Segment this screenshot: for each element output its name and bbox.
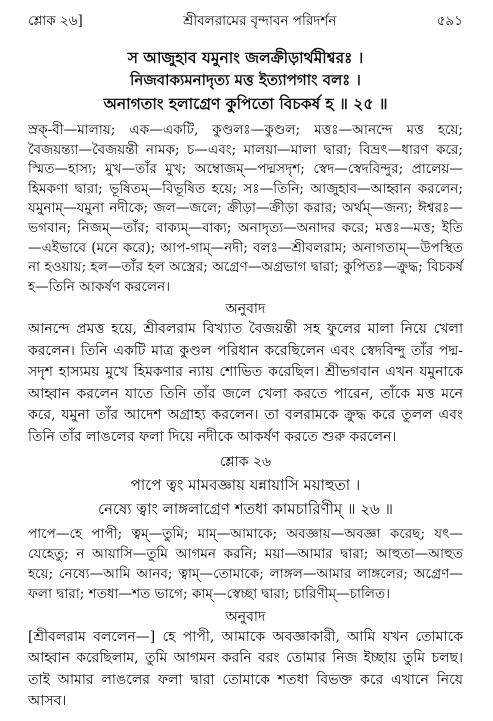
verse-25 [28, 46, 463, 115]
verse-25-line-2: নিজবাক্যমনাদৃত্য মত্ত ইত্যাপগাং বলঃ । [130, 71, 361, 89]
verse-26-line-2: নেষ্যে ত্বাং লাঙ্গলাগ্রেণ শতধা কামচারিণীম্ ॥ ২৬ ॥ [97, 500, 394, 519]
header-verse-ref: শ্লোক ২৬] [28, 13, 83, 29]
translation-heading-26: অনুবাদ [225, 608, 266, 625]
translation-heading-25: অনুবাদ [225, 301, 266, 318]
header-chapter-title: শ্রীবলরামের বৃন্দাবন পরিদর্শন [183, 13, 337, 29]
translation-25: আনন্দে প্রমত্ত হয়ে, শ্রীবলরাম বিখ্যাত বৈজয়ন্তী সহ ফুলের মালা নিয়ে খেলা করলেন। তিনি একটি মাত্র কুণ্ডল পরিধান করেছিলেন এবং স্বেদবিন্দু তাঁর পদ্ম-সদৃশ হাস্যময় মুখে হিমকণার ন্যায় শোভিত করেছিল। শ্রীভগবান এখন যমুনাকে আহ্বান করলেন যাতে তিনি তাঁর জলে খেলা করতে পারেন, তাঁকে মত্ত মনে করে, যমুনা তাঁর আদেশ অগ্রাহ্য করলেন। তা বলরামকে ক্রুদ্ধ করে তুলল এবং তিনি তাঁর লাঙলের ফলা দিয়ে নদীকে আকর্ষণ করতে শুরু করলেন। [28, 321, 463, 445]
page-number: ৫৯১ [436, 13, 463, 29]
synonyms-25: স্রক্-বী—মালায়; এক—একটি, কুণ্ডলঃ—কুণ্ডল; মত্তঃ—আনন্দে মত্ত হয়ে; বৈজয়ন্ত্যা—বৈজয়ন্তী নামক; চ—এবং; মালয়া—মালা দ্বারা; বিভ্রৎ—ধারণ করে; স্মিত—হাস্য; মুখ—তাঁর মুখ; অম্বোজম্—পদ্মসদৃশ; স্বেদ—স্বেদবিন্দুর; প্রালেয়—হিমকণা দ্বারা; ভূষিতম্—বিভূষিত হয়ে; সঃ—তিনি; আজুহাব—আহ্বান করলেন; যমুনাম্—যমুনা নদীকে; জল—জলে; ক্রীড়া—ক্রীড়া করার; অর্থম্—জন্য; ঈশ্বরঃ—ভগবান; নিজম্—তাঁর; বাক্যম্—বাক্য; অনাদৃত্য—অনাদর করে; মত্তঃ—মত্ত; ইতি—এইভাবে (মনে করে); আপ-গাম্—নদী; বলঃ—শ্রীবলরাম; অনাগতাম্—উপস্থিত না হওয়ায়; হল—তাঁর হল অস্ত্রের; অগ্রেণ—অগ্রভাগ দ্বারা; কুপিতঃ—ক্রুদ্ধ; বিচকর্ষ হ—তিনি আকর্ষণ করলেন। [28, 122, 463, 295]
sloka-26-label: শ্লোক ২৬ [219, 454, 272, 471]
verse-26 [28, 473, 463, 521]
translation-26: [শ্রীবলরাম বললেন—] হে পাপী, আমাকে অবজ্ঞাকারী, আমি যখন তোমাকে আহ্বান করেছিলাম, তুমি আগমন করনি বরং তোমার নিজ ইচ্ছায় তুমি চলছ। তাই আমার লাঙলের ফলা দ্বারা তোমাকে শতধা বিভক্ত করে এখানে নিয়ে আসব। [28, 628, 463, 710]
verse-25-line-3: অনাগতাং হলাগ্রেণ কুপিতো বিচকর্ষ হ ॥ ২৫ ॥ [103, 94, 388, 113]
synonyms-26: পাপে—হে পাপী; ত্বম্—তুমি; মাম্—আমাকে; অবজ্ঞায়—অবজ্ঞা করেছ; যৎ—যেহেতু; ন আয়াসি—তুমি আগমন করনি; ময়া—আমার দ্বারা; আহুতা—আহুত হয়ে; নেষ্যে—আমি আনব; ত্বাম্—তোমাকে; লাঙ্গল—আমার লাঙ্গলের; অগ্রেণ—ফলা দ্বারা; শতধা—শত ভাগে; কাম্—স্বেচ্ছা দ্বারা; চারিণীম্—চালিত। [28, 526, 463, 602]
page-header [28, 10, 463, 32]
verse-25-line-1: স আজুহাব যমুনাং জলক্রীড়ার্থমীশ্বরঃ । [127, 48, 364, 67]
verse-26-line-1: পাপে ত্বং মামবজ্ঞায় যন্নায়াসি ময়াহুতা । [130, 476, 361, 495]
